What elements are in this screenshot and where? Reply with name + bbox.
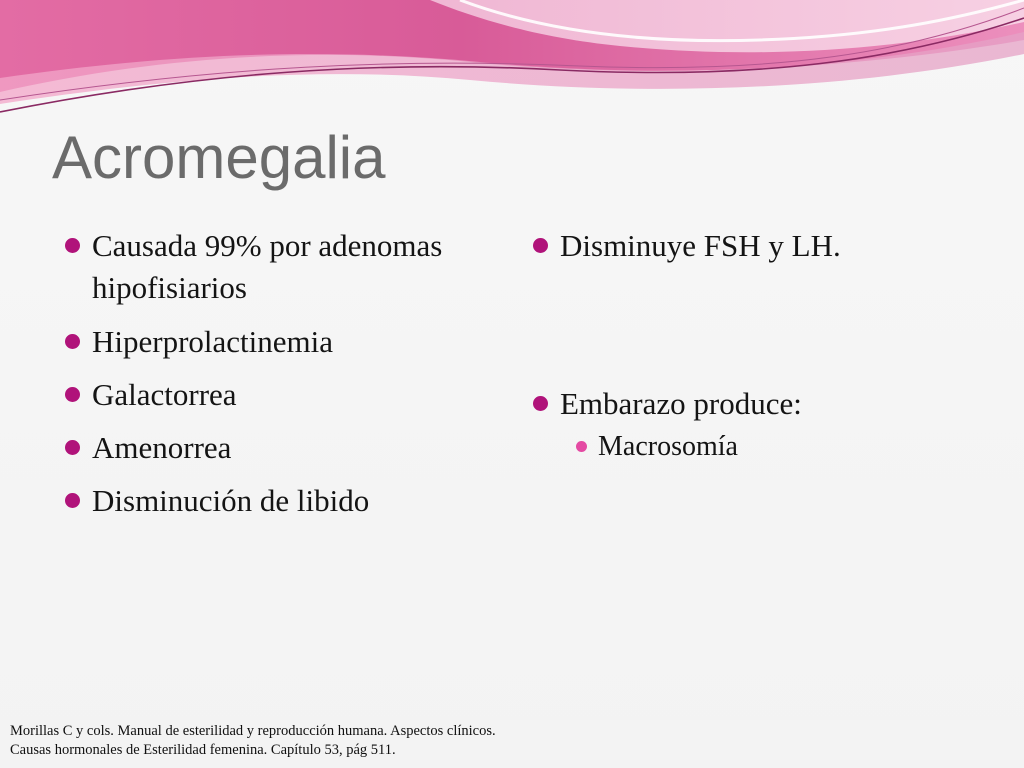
sub-bullet-dot-icon (576, 441, 587, 452)
list-item (62, 321, 492, 363)
list-item-label: Causada 99% por adenomas hipofisiarios (92, 228, 443, 305)
bullet-dot-icon (533, 396, 548, 411)
list-item-label: Amenorrea (92, 430, 232, 465)
list-item-label: Disminuye FSH y LH. (560, 228, 841, 263)
list-item-label: Embarazo produce: (560, 386, 802, 421)
sub-list-item (572, 429, 990, 465)
list-item-label: Disminución de libido (92, 483, 370, 518)
citation-footnote (10, 722, 710, 760)
citation-line: Causas hormonales de Esterilidad femenina. Capítulo 53, pág 511. (10, 742, 396, 758)
slide-title: Acromegalia (52, 124, 386, 191)
list-item (530, 383, 990, 425)
list-item (62, 480, 492, 522)
bullet-dot-icon (65, 440, 80, 455)
list-item (62, 225, 492, 309)
bullet-dot-icon (65, 387, 80, 402)
list-item (530, 225, 990, 267)
left-bullet-list (62, 225, 492, 522)
list-item (62, 374, 492, 416)
decorative-wave-header (0, 0, 1024, 130)
citation-line: Morillas C y cols. Manual de esterilidad y reproducción humana. Aspectos clínicos. (10, 723, 496, 739)
bullet-dot-icon (533, 238, 548, 253)
bullet-dot-icon (65, 334, 80, 349)
sub-list-item-label: Macrosomía (598, 431, 738, 462)
list-item (62, 427, 492, 469)
bullet-dot-icon (65, 238, 80, 253)
list-item-label: Hiperprolactinemia (92, 324, 334, 359)
right-bullet-list (530, 225, 990, 465)
bullet-dot-icon (65, 493, 80, 508)
list-item-label: Galactorrea (92, 377, 237, 412)
